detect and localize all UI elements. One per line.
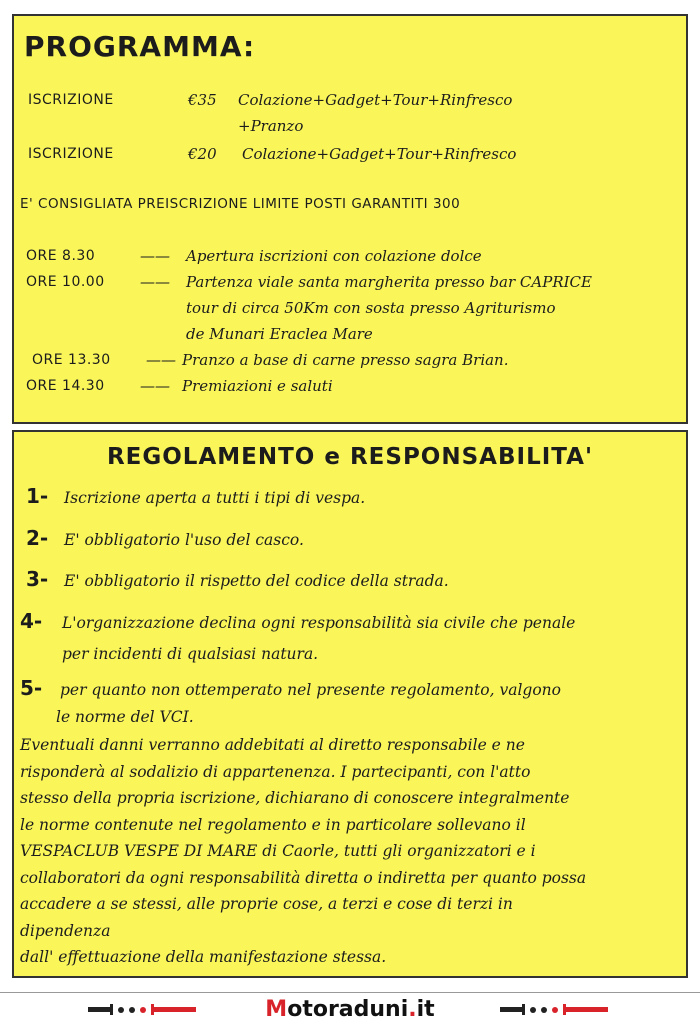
iscrizione-1-price: €35 [188,91,217,109]
rule-text-line2: per incidenti di qualsiasi natura. [62,645,319,663]
rule-number: 2- [26,526,49,550]
schedule-dash: —— [140,247,170,265]
paragraph-line: dipendenza [20,921,111,940]
paragraph-line: risponderà al sodalizio di appartenenza. I partecipanti, con l'atto [20,762,531,781]
iscrizione-2-desc: Colazione+Gadget+Tour+Rinfresco [242,145,517,163]
schedule-dash: —— [146,351,176,369]
rule-text: L'organizzazione declina ogni responsabilità sia civile che penale [62,614,576,632]
schedule-time: ORE 13.30 [32,352,111,368]
rule-text: per quanto non ottemperato nel presente regolamento, valgono [60,681,561,699]
rule-number: 1- [26,484,49,508]
iscrizione-1-desc: Colazione+Gadget+Tour+Rinfresco [238,91,513,109]
regolamento-title: REGOLAMENTO e RESPONSABILITA' [106,444,594,470]
schedule-text: Apertura iscrizioni con colazione dolce [186,247,482,265]
schedule-time: ORE 8.30 [26,248,96,264]
rule-text: E' obbligatorio il rispetto del codice della strada. [64,572,449,590]
decoration-right-icon [500,1004,612,1016]
schedule-text: Partenza viale santa margherita presso bar CAPRICE [186,273,592,291]
iscrizione-2-price: €20 [188,145,217,163]
preiscrizione-note: E' CONSIGLIATA PREISCRIZIONE LIMITE POSTI GARANTITI 300 [20,196,461,212]
schedule-text-line2: tour di circa 50Km con sosta presso Agriturismo [186,299,556,317]
iscrizione-2-label: ISCRIZIONE [28,146,114,162]
paragraph-line: dall' effettuazione della manifestazione stessa. [20,948,387,966]
regolamento-panel [12,430,688,978]
paragraph-line: accadere a se stessi, alle proprie cose, a terzi e cose di terzi in [20,895,513,913]
rule-number: 5- [20,676,43,700]
paragraph-line: collaboratori da ogni responsabilità diretta o indiretta per quanto possa [20,868,587,887]
rule-number: 3- [26,567,49,591]
rule-number: 4- [20,609,43,633]
rule-text-line2: le norme del VCI. [56,708,194,726]
schedule-time: ORE 14.30 [26,378,105,394]
logo-dot: . [408,997,417,1022]
schedule-time: ORE 10.00 [26,274,105,290]
paragraph-line: le norme contenute nel regolamento e in particolare sollevano il [20,815,526,834]
liability-paragraph [20,732,680,971]
schedule-text: Premiazioni e saluti [182,377,333,395]
rule-text: Iscrizione aperta a tutti i tipi di vespa. [64,489,366,507]
footer-bar [0,992,700,1027]
logo-tld: it [416,997,435,1022]
rule-text: E' obbligatorio l'uso del casco. [64,531,304,549]
logo-text: otoraduni [287,997,409,1022]
iscrizione-1-desc2: +Pranzo [238,117,304,135]
paragraph-line: Eventuali danni verranno addebitati al diretto responsabile e ne [20,736,525,754]
programma-panel [12,14,688,424]
paragraph-line: VESPACLUB VESPE DI MARE di Caorle, tutti gli organizzatori e i [20,842,536,860]
paragraph-line: stesso della propria iscrizione, dichiarano di conoscere integralmente [20,789,570,807]
schedule-text: Pranzo a base di carne presso sagra Brian. [182,351,509,369]
schedule-text-line3: de Munari Eraclea Mare [186,325,373,343]
logo-letter-m: M [265,997,288,1022]
schedule-dash: —— [140,377,170,395]
schedule-dash: —— [140,273,170,291]
iscrizione-1-label: ISCRIZIONE [28,92,114,108]
programma-title: PROGRAMMA: [24,30,256,63]
